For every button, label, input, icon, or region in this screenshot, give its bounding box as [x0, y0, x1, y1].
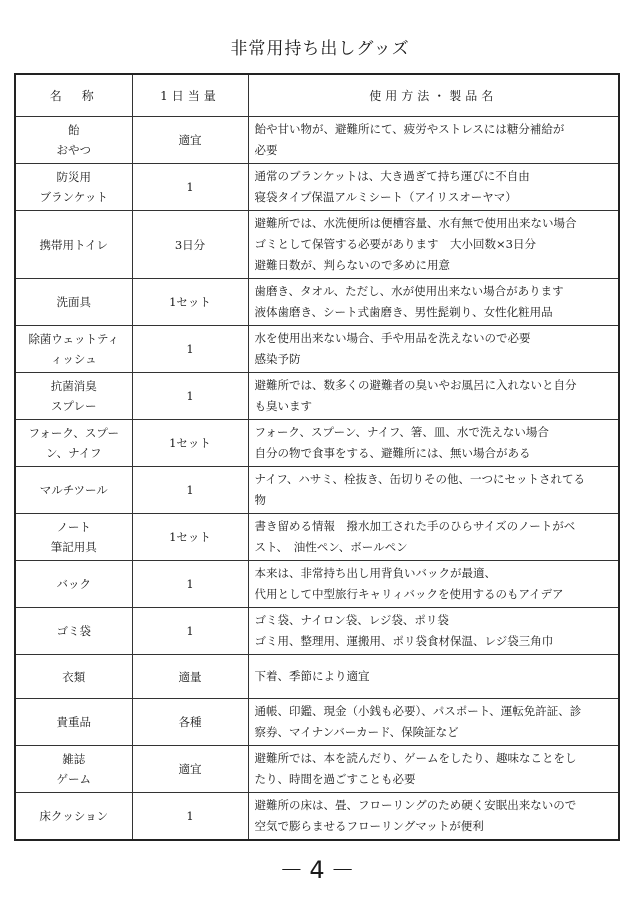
- item-name: ゴミ袋: [15, 608, 132, 655]
- item-qty: 1: [132, 561, 248, 608]
- item-qty: 各種: [132, 699, 248, 746]
- item-desc: 避難所では、本を読んだり、ゲームをしたり、趣味なことをし たり、時間を過ごすことも必要: [248, 746, 619, 793]
- table-row: [15, 467, 619, 514]
- item-desc: 下着、季節により適宜: [248, 655, 619, 699]
- item-qty: 3日分: [132, 211, 248, 279]
- item-desc: 避難所では、水洗便所は便槽容量、水有無で使用出来ない場合 ゴミとして保管する必要があります 大小回数×3日分 避難日数が、判らないので多めに用意: [248, 211, 619, 279]
- table-row: [15, 514, 619, 561]
- item-name: 携帯用トイレ: [15, 211, 132, 279]
- item-name: マルチツール: [15, 467, 132, 514]
- table-row: [15, 117, 619, 164]
- item-name: 洗面具: [15, 279, 132, 326]
- table-row: [15, 793, 619, 841]
- item-desc: ナイフ、ハサミ、栓抜き、缶切りその他、一つにセットされてる 物: [248, 467, 619, 514]
- table-row: [15, 699, 619, 746]
- item-desc: 歯磨き、タオル、ただし、水が使用出来ない場合があります 液体歯磨き、シート式歯磨き、男性髭剃り、女性化粧用品: [248, 279, 619, 326]
- item-qty: 適宜: [132, 746, 248, 793]
- item-desc: 通常のブランケットは、大き過ぎて持ち運びに不自由 寝袋タイプ保温アルミシート（アイリスオーヤマ）: [248, 164, 619, 211]
- item-desc: ゴミ袋、ナイロン袋、レジ袋、ポリ袋 ゴミ用、整理用、運搬用、ポリ袋食材保温、レジ袋三角巾: [248, 608, 619, 655]
- item-name: 抗菌消臭 スプレー: [15, 373, 132, 420]
- item-qty: 1セット: [132, 420, 248, 467]
- table-row: [15, 655, 619, 699]
- item-desc: 本来は、非常持ち出し用背負いバックが最適、 代用として中型旅行キャリィバックを使用するのもアイデア: [248, 561, 619, 608]
- item-name: フォーク、スプー ン、ナイフ: [15, 420, 132, 467]
- table-row: [15, 279, 619, 326]
- item-desc: 通帳、印鑑、現金（小銭も必要）、パスポート、運転免許証、診 察券、マイナンバーカード、保険証など: [248, 699, 619, 746]
- item-qty: 適宜: [132, 117, 248, 164]
- item-desc: 水を使用出来ない場合、手や用品を洗えないので必要 感染予防: [248, 326, 619, 373]
- table-row: [15, 211, 619, 279]
- header-qty: 1日当量: [132, 74, 248, 117]
- goods-table: [14, 73, 620, 841]
- item-name: 防災用 ブランケット: [15, 164, 132, 211]
- item-name: 除菌ウェットティ ィッシュ: [15, 326, 132, 373]
- item-qty: 1: [132, 793, 248, 841]
- item-qty: 1セット: [132, 514, 248, 561]
- item-desc: フォーク、スプーン、ナイフ、箸、皿、水で洗えない場合 自分の物で食事をする、避難所には、無い場合がある: [248, 420, 619, 467]
- item-name: 衣類: [15, 655, 132, 699]
- item-qty: 1: [132, 326, 248, 373]
- table-row: [15, 326, 619, 373]
- item-desc: 書き留める情報 撥水加工された手のひらサイズのノートがベ スト、 油性ペン、ボールペン: [248, 514, 619, 561]
- header-desc: 使用方法・製品名: [248, 74, 619, 117]
- item-qty: 1: [132, 608, 248, 655]
- item-qty: 適量: [132, 655, 248, 699]
- table-row: [15, 561, 619, 608]
- table-row: [15, 608, 619, 655]
- item-qty: 1セット: [132, 279, 248, 326]
- item-name: バック: [15, 561, 132, 608]
- item-name: ノート 筆記用具: [15, 514, 132, 561]
- item-name: 貴重品: [15, 699, 132, 746]
- table-row: [15, 420, 619, 467]
- table-row: [15, 164, 619, 211]
- item-name: 床クッション: [15, 793, 132, 841]
- page-title: 非常用持ち出しグッズ: [230, 39, 410, 59]
- item-name: 飴 おやつ: [15, 117, 132, 164]
- table-row: [15, 746, 619, 793]
- item-qty: 1: [132, 373, 248, 420]
- item-name: 雑誌 ゲーム: [15, 746, 132, 793]
- page-number: －4－: [279, 856, 361, 884]
- table-header-row: [15, 74, 619, 117]
- item-desc: 避難所の床は、畳、フローリングのため硬く安眠出来ないので 空気で膨らませるフローリングマットが便利: [248, 793, 619, 841]
- item-desc: 飴や甘い物が、避難所にて、疲労やストレスには糖分補給が 必要: [248, 117, 619, 164]
- header-name: 名 称: [15, 74, 132, 117]
- item-qty: 1: [132, 164, 248, 211]
- item-desc: 避難所では、数多くの避難者の臭いやお風呂に入れないと自分 も臭います: [248, 373, 619, 420]
- item-qty: 1: [132, 467, 248, 514]
- table-row: [15, 373, 619, 420]
